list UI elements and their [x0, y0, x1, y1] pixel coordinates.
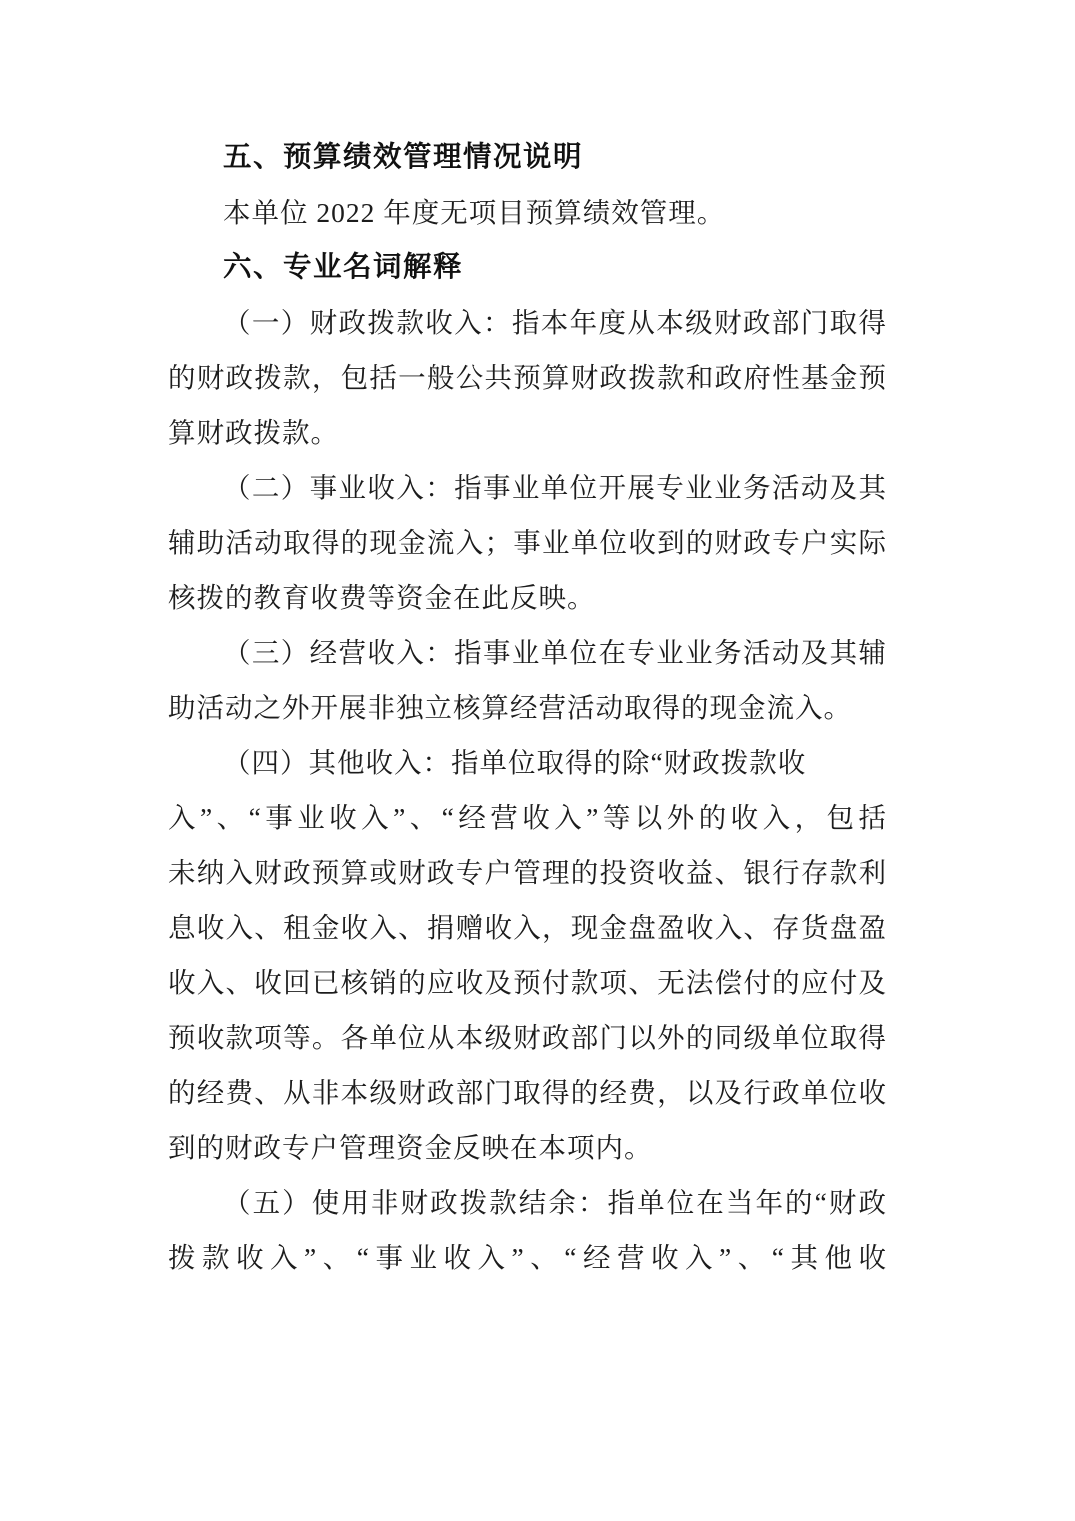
body-line: （五）使用非财政拨款结余：指单位在当年的“财政: [223, 1187, 886, 1218]
body-line: 算财政拨款。: [168, 417, 339, 448]
body-line: （三）经营收入：指事业单位在专业业务活动及其辅: [223, 637, 886, 668]
body-line: （二）事业收入：指事业单位开展专业业务活动及其: [223, 472, 886, 503]
body-line: 收入、收回已核销的应收及预付款项、无法偿付的应付及: [168, 967, 886, 998]
section-heading: 六、专业名词解释: [223, 251, 464, 283]
body-line: 核拨的教育收费等资金在此反映。: [168, 582, 596, 613]
body-line: 的经费、从非本级财政部门取得的经费，以及行政单位收: [168, 1077, 886, 1108]
body-line: 未纳入财政预算或财政专户管理的投资收益、银行存款利: [168, 857, 886, 888]
body-line: 辅助活动取得的现金流入；事业单位收到的财政专户实际: [168, 527, 886, 558]
body-line: 拨款收入”、“事业收入”、“经营收入”、“其他收: [168, 1242, 886, 1273]
body-line: （一）财政拨款收入：指本年度从本级财政部门取得: [223, 307, 886, 338]
body-line: （四）其他收入：指单位取得的除“财政拨款收: [223, 747, 807, 778]
body-line: 预收款项等。各单位从本级财政部门以外的同级单位取得: [168, 1022, 886, 1053]
body-line: 到的财政专户管理资金反映在本项内。: [168, 1132, 653, 1163]
body-line: 入”、“事业收入”、“经营收入”等以外的收入，包括: [168, 802, 886, 833]
body-line: 助活动之外开展非独立核算经营活动取得的现金流入。: [168, 692, 852, 723]
body-line: 息收入、租金收入、捐赠收入，现金盘盈收入、存货盘盈: [168, 912, 886, 943]
body-line: 本单位 2022 年度无项目预算绩效管理。: [223, 197, 726, 228]
document-body: [168, 130, 886, 1285]
body-line: 的财政拨款，包括一般公共预算财政拨款和政府性基金预: [168, 362, 886, 393]
section-heading: 五、预算绩效管理情况说明: [223, 141, 584, 173]
